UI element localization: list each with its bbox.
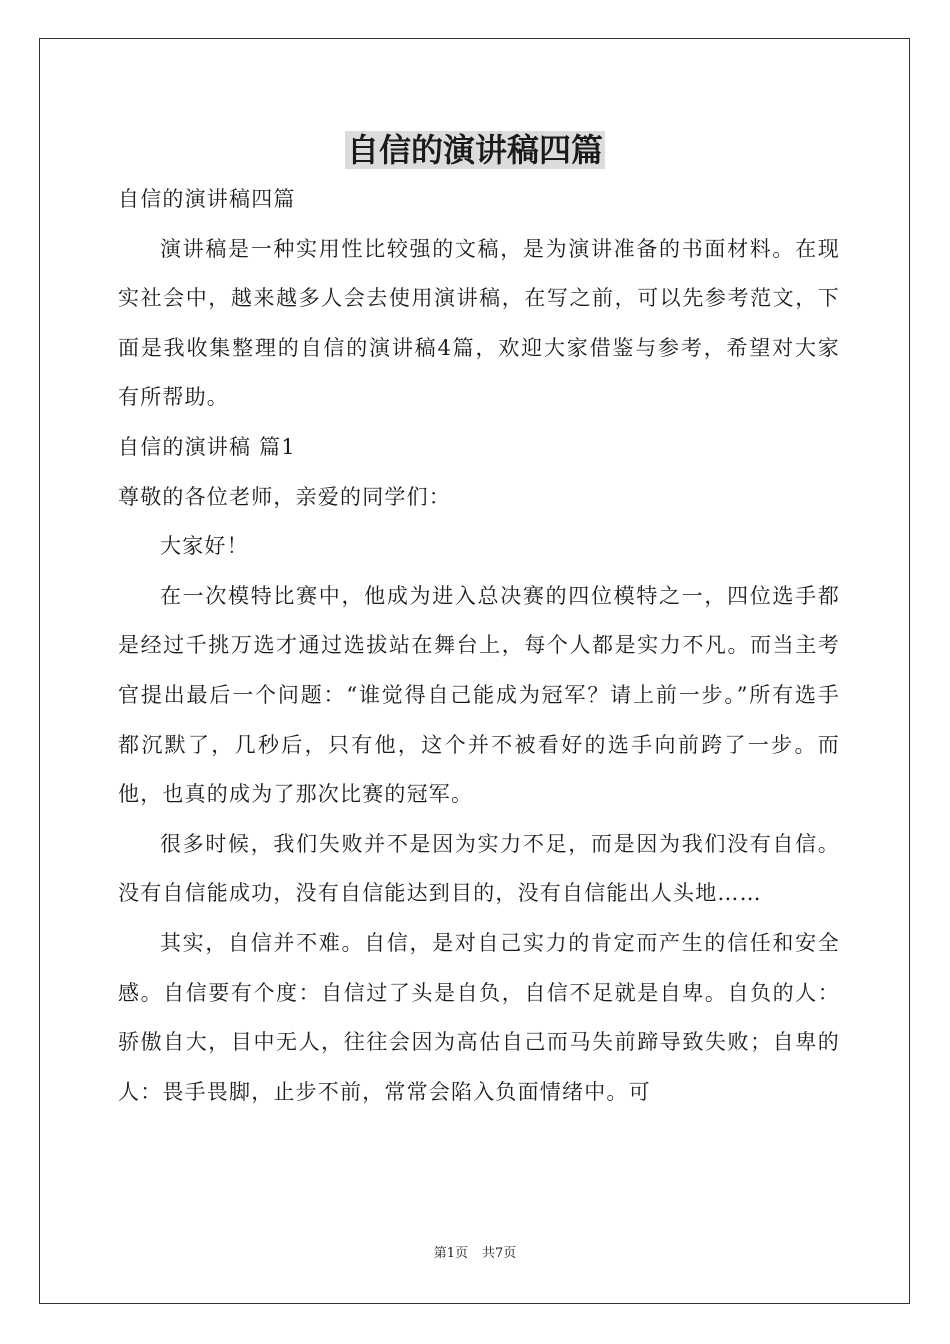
page-footer (0, 1244, 950, 1264)
paragraph: 很多时候，我们失败并不是因为实力不足，而是因为我们没有自信。没有自信能成功，没有自信能达到目的，没有自信能出人头地…… (118, 831, 840, 906)
paragraph: 在一次模特比赛中，他成为进入总决赛的四位模特之一，四位选手都是经过千挑万选才通过选拔站在舞台上，每个人都是实力不凡。而当主考官提出最后一个问题：“谁觉得自己能成为冠军？请上前一步。”所有选手都沉默了，几秒后，只有他，这个并不被看好的选手向前跨了一步。而他，也真的成为了那次比赛的冠军。 (118, 583, 840, 807)
current-page-number: 第1页 (433, 1246, 468, 1261)
total-pages: 共7页 (482, 1246, 517, 1261)
document-body (118, 175, 840, 1117)
salutation: 尊敬的各位老师，亲爱的同学们： (118, 484, 451, 509)
greeting: 大家好！ (160, 534, 249, 559)
section-heading: 自信的演讲稿 篇1 (118, 434, 296, 459)
paragraph: 演讲稿是一种实用性比较强的文稿，是为演讲准备的书面材料。在现实社会中，越来越多人会去使用演讲稿，在写之前，可以先参考范文，下面是我收集整理的自信的演讲稿4篇，欢迎大家借鉴与参考，希望对大家有所帮助。 (118, 236, 840, 410)
paragraph: 自信的演讲稿四篇 (118, 187, 296, 211)
document-title-text: 自信的演讲稿四篇 (346, 131, 603, 169)
document-title (0, 122, 950, 178)
paragraph: 其实，自信并不难。自信，是对自己实力的肯定而产生的信任和安全感。自信要有个度：自信过了头是自负，自信不足就是自卑。自负的人：骄傲自大，目中无人，往往会因为高估自己而马失前蹄导致失败；自卑的人：畏手畏脚，止步不前，常常会陷入负面情绪中。可 (118, 930, 840, 1104)
